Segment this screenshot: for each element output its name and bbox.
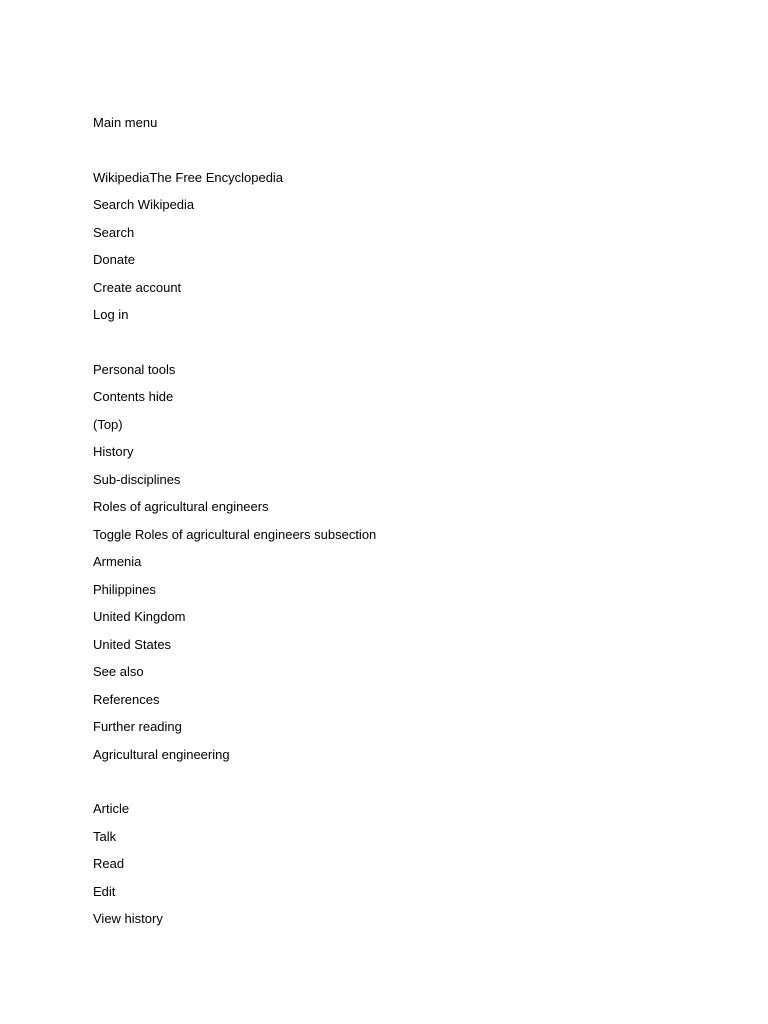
- personal-tools-button[interactable]: Personal tools: [93, 361, 176, 377]
- logo-title: Wikipedia: [93, 169, 150, 185]
- search-form: [93, 195, 693, 250]
- toc-item-sub-disciplines[interactable]: Sub-disciplines: [93, 471, 181, 487]
- toc-item-philippines[interactable]: Philippines: [93, 581, 156, 597]
- tab-view-history[interactable]: View history: [93, 911, 163, 926]
- spacer: [93, 141, 693, 168]
- spacer: [93, 333, 693, 360]
- toc-item-united-states[interactable]: United States: [93, 636, 172, 652]
- log-in-link[interactable]: Log in: [93, 307, 129, 322]
- search-input[interactable]: Search Wikipedia: [93, 197, 195, 212]
- wikipedia-logo-link[interactable]: [93, 168, 693, 196]
- create-account-link[interactable]: Create account: [93, 279, 182, 295]
- toc-item-history[interactable]: History: [93, 444, 134, 459]
- donate-link[interactable]: Donate: [93, 252, 135, 267]
- tab-edit[interactable]: Edit: [93, 883, 116, 899]
- page-title: Agricultural engineering: [93, 746, 230, 762]
- toc-item-roles[interactable]: Roles of agricultural engineers: [93, 499, 269, 514]
- toc-item-top[interactable]: (Top): [93, 416, 123, 432]
- toc-toggle-roles-subsection[interactable]: Toggle Roles of agricultural engineers subsection: [93, 526, 377, 542]
- main-menu-button[interactable]: Main menu: [93, 115, 158, 130]
- tab-read[interactable]: Read: [93, 856, 125, 871]
- toc-item-armenia[interactable]: Armenia: [93, 554, 142, 569]
- spacer: [93, 772, 693, 799]
- logo-tagline: The Free Encyclopedia: [149, 169, 284, 185]
- toc-heading[interactable]: Contents hide: [93, 389, 174, 404]
- toc-item-united-kingdom[interactable]: United Kingdom: [93, 609, 186, 624]
- tab-article[interactable]: Article: [93, 801, 130, 816]
- page-content: [93, 113, 693, 937]
- toc-item-further-reading[interactable]: Further reading: [93, 719, 182, 734]
- toc-item-references[interactable]: References: [93, 691, 160, 707]
- toc-item-see-also[interactable]: See also: [93, 664, 144, 679]
- search-button[interactable]: Search: [93, 224, 135, 240]
- tab-talk[interactable]: Talk: [93, 828, 117, 844]
